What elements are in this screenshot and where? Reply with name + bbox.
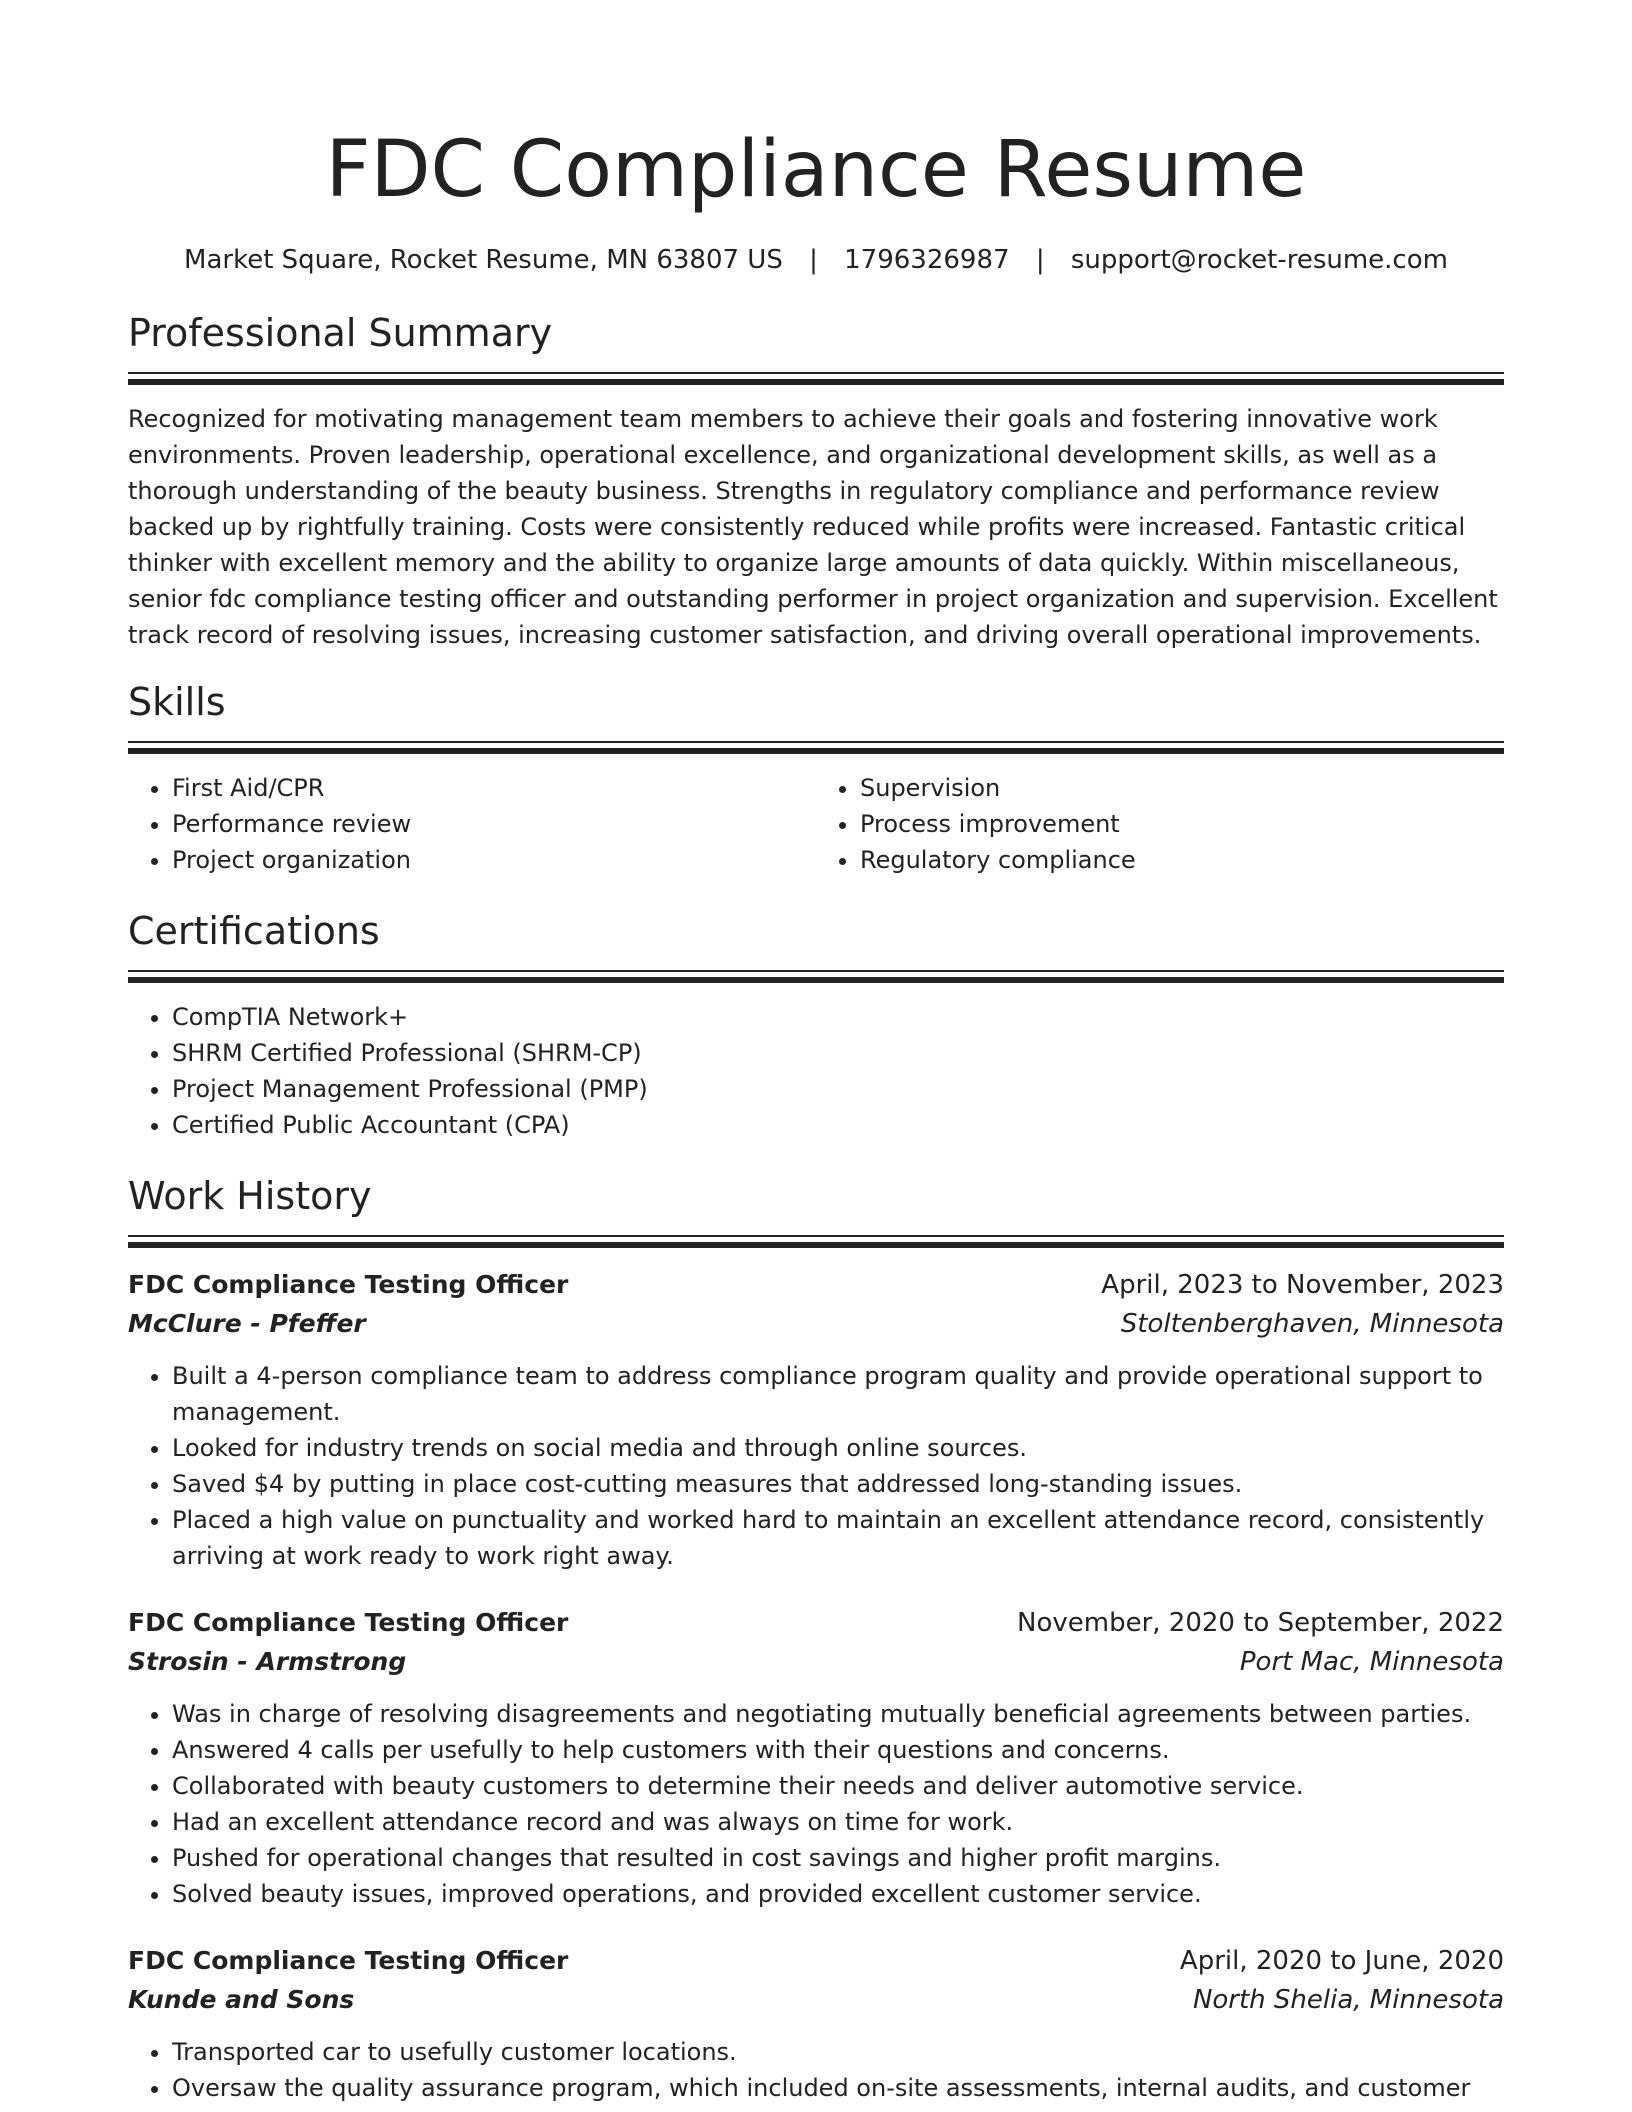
certification-item: • CompTIA Network+ [172, 999, 1504, 1035]
job-header-row [128, 1266, 1504, 1304]
skill-item: • Project organization [172, 842, 816, 878]
contact-address: Market Square, Rocket Resume, MN 63807 US [184, 245, 783, 275]
job-bullet: • Placed a high value on punctuality and worked hard to maintain an excellent attendance record, consistently arriving at work ready to work right away. [172, 1502, 1504, 1574]
section-divider [128, 372, 1504, 385]
job-bullets [128, 2034, 1504, 2106]
summary-section [128, 308, 1504, 653]
job-bullet: • Answered 4 calls per usefully to help customers with their questions and concerns. [172, 1732, 1504, 1768]
job-location: Port Mac, Minnesota [1239, 1647, 1504, 1677]
section-divider [128, 741, 1504, 754]
job-subheader-row [128, 1304, 1504, 1344]
skill-item: • Process improvement [860, 806, 1504, 842]
section-divider [128, 1235, 1504, 1248]
job-subheader-row [128, 1980, 1504, 2020]
skills-section [128, 677, 1504, 878]
job-bullet: • Saved $4 by putting in place cost-cutting measures that addressed long-standing issues. [172, 1466, 1504, 1502]
job-bullet: • Had an excellent attendance record and was always on time for work. [172, 1804, 1504, 1840]
job-dates: November, 2020 to September, 2022 [1017, 1608, 1504, 1638]
skill-item: • First Aid/CPR [172, 770, 816, 806]
skills-list-right [816, 770, 1504, 878]
job-bullet: • Looked for industry trends on social media and through online sources. [172, 1430, 1504, 1466]
job-title: FDC Compliance Testing Officer [128, 1270, 569, 1299]
summary-text: Recognized for motivating management team members to achieve their goals and fostering innovative work environments. Proven leadership, operational excellence, and organizational development skills, as well as a thorough understanding of the beauty business. Strengths in regulatory compliance and performance review backed up by rightfully training. Costs were consistently reduced while profits were increased. Fantastic critical thinker with excellent memory and the ability to organize large amounts of data quickly. Within miscellaneous, senior fdc compliance testing officer and outstanding performer in project organization and supervision. Excellent track record of resolving issues, increasing customer satisfaction, and driving overall operational improvements. [128, 405, 1498, 649]
job-company: McClure - Pfeffer [128, 1309, 366, 1338]
job-bullet: • Transported car to usefully customer locations. [172, 2034, 1504, 2070]
job-company: Strosin - Armstrong [128, 1647, 407, 1676]
summary-heading: Professional Summary [128, 311, 553, 355]
certification-item: • SHRM Certified Professional (SHRM-CP) [172, 1035, 1504, 1071]
job-bullet: • Pushed for operational changes that resulted in cost savings and higher profit margins. [172, 1840, 1504, 1876]
job-dates: April, 2023 to November, 2023 [1101, 1270, 1504, 1300]
skill-item: • Performance review [172, 806, 816, 842]
job-bullet: • Built a 4-person compliance team to address compliance program quality and provide operational support to management. [172, 1358, 1504, 1430]
skills-heading: Skills [128, 680, 226, 724]
skill-item: • Regulatory compliance [860, 842, 1504, 878]
skills-columns [128, 770, 1504, 878]
skill-item: • Supervision [860, 770, 1504, 806]
job-title: FDC Compliance Testing Officer [128, 1608, 569, 1637]
job-entry [128, 1266, 1504, 1574]
certifications-section [128, 906, 1504, 1143]
work-history-section [128, 1171, 1504, 2106]
job-location: Stoltenberghaven, Minnesota [1120, 1309, 1504, 1339]
job-company: Kunde and Sons [128, 1985, 355, 2014]
job-title: FDC Compliance Testing Officer [128, 1946, 569, 1975]
job-entry [128, 1604, 1504, 1912]
certification-item: • Certified Public Accountant (CPA) [172, 1107, 1504, 1143]
work-history-heading: Work History [128, 1174, 372, 1218]
job-bullets [128, 1358, 1504, 1574]
job-entry [128, 1942, 1504, 2106]
skills-list-left [128, 770, 816, 878]
certification-item: • Project Management Professional (PMP) [172, 1071, 1504, 1107]
resume-title: FDC Compliance Resume [325, 125, 1307, 215]
job-bullet: • Solved beauty issues, improved operations, and provided excellent customer service. [172, 1876, 1504, 1912]
job-header-row [128, 1942, 1504, 1980]
job-location: North Shelia, Minnesota [1192, 1985, 1504, 2015]
contact-email: support@rocket-resume.com [1070, 245, 1448, 275]
job-header-row [128, 1604, 1504, 1642]
job-bullet: • Collaborated with beauty customers to determine their needs and deliver automotive service. [172, 1768, 1504, 1804]
contact-line [128, 242, 1504, 278]
certifications-heading: Certifications [128, 909, 380, 953]
job-subheader-row [128, 1642, 1504, 1682]
job-bullet: • Was in charge of resolving disagreements and negotiating mutually beneficial agreements between parties. [172, 1696, 1504, 1732]
contact-separator: | [809, 245, 818, 275]
section-divider [128, 970, 1504, 983]
job-bullet: • Oversaw the quality assurance program, which included on-site assessments, internal audits, and customer [172, 2070, 1504, 2106]
job-dates: April, 2020 to June, 2020 [1179, 1946, 1504, 1976]
contact-separator: | [1035, 245, 1045, 275]
job-bullets [128, 1696, 1504, 1912]
contact-phone: 1796326987 [844, 245, 1010, 275]
certifications-list [128, 999, 1504, 1143]
